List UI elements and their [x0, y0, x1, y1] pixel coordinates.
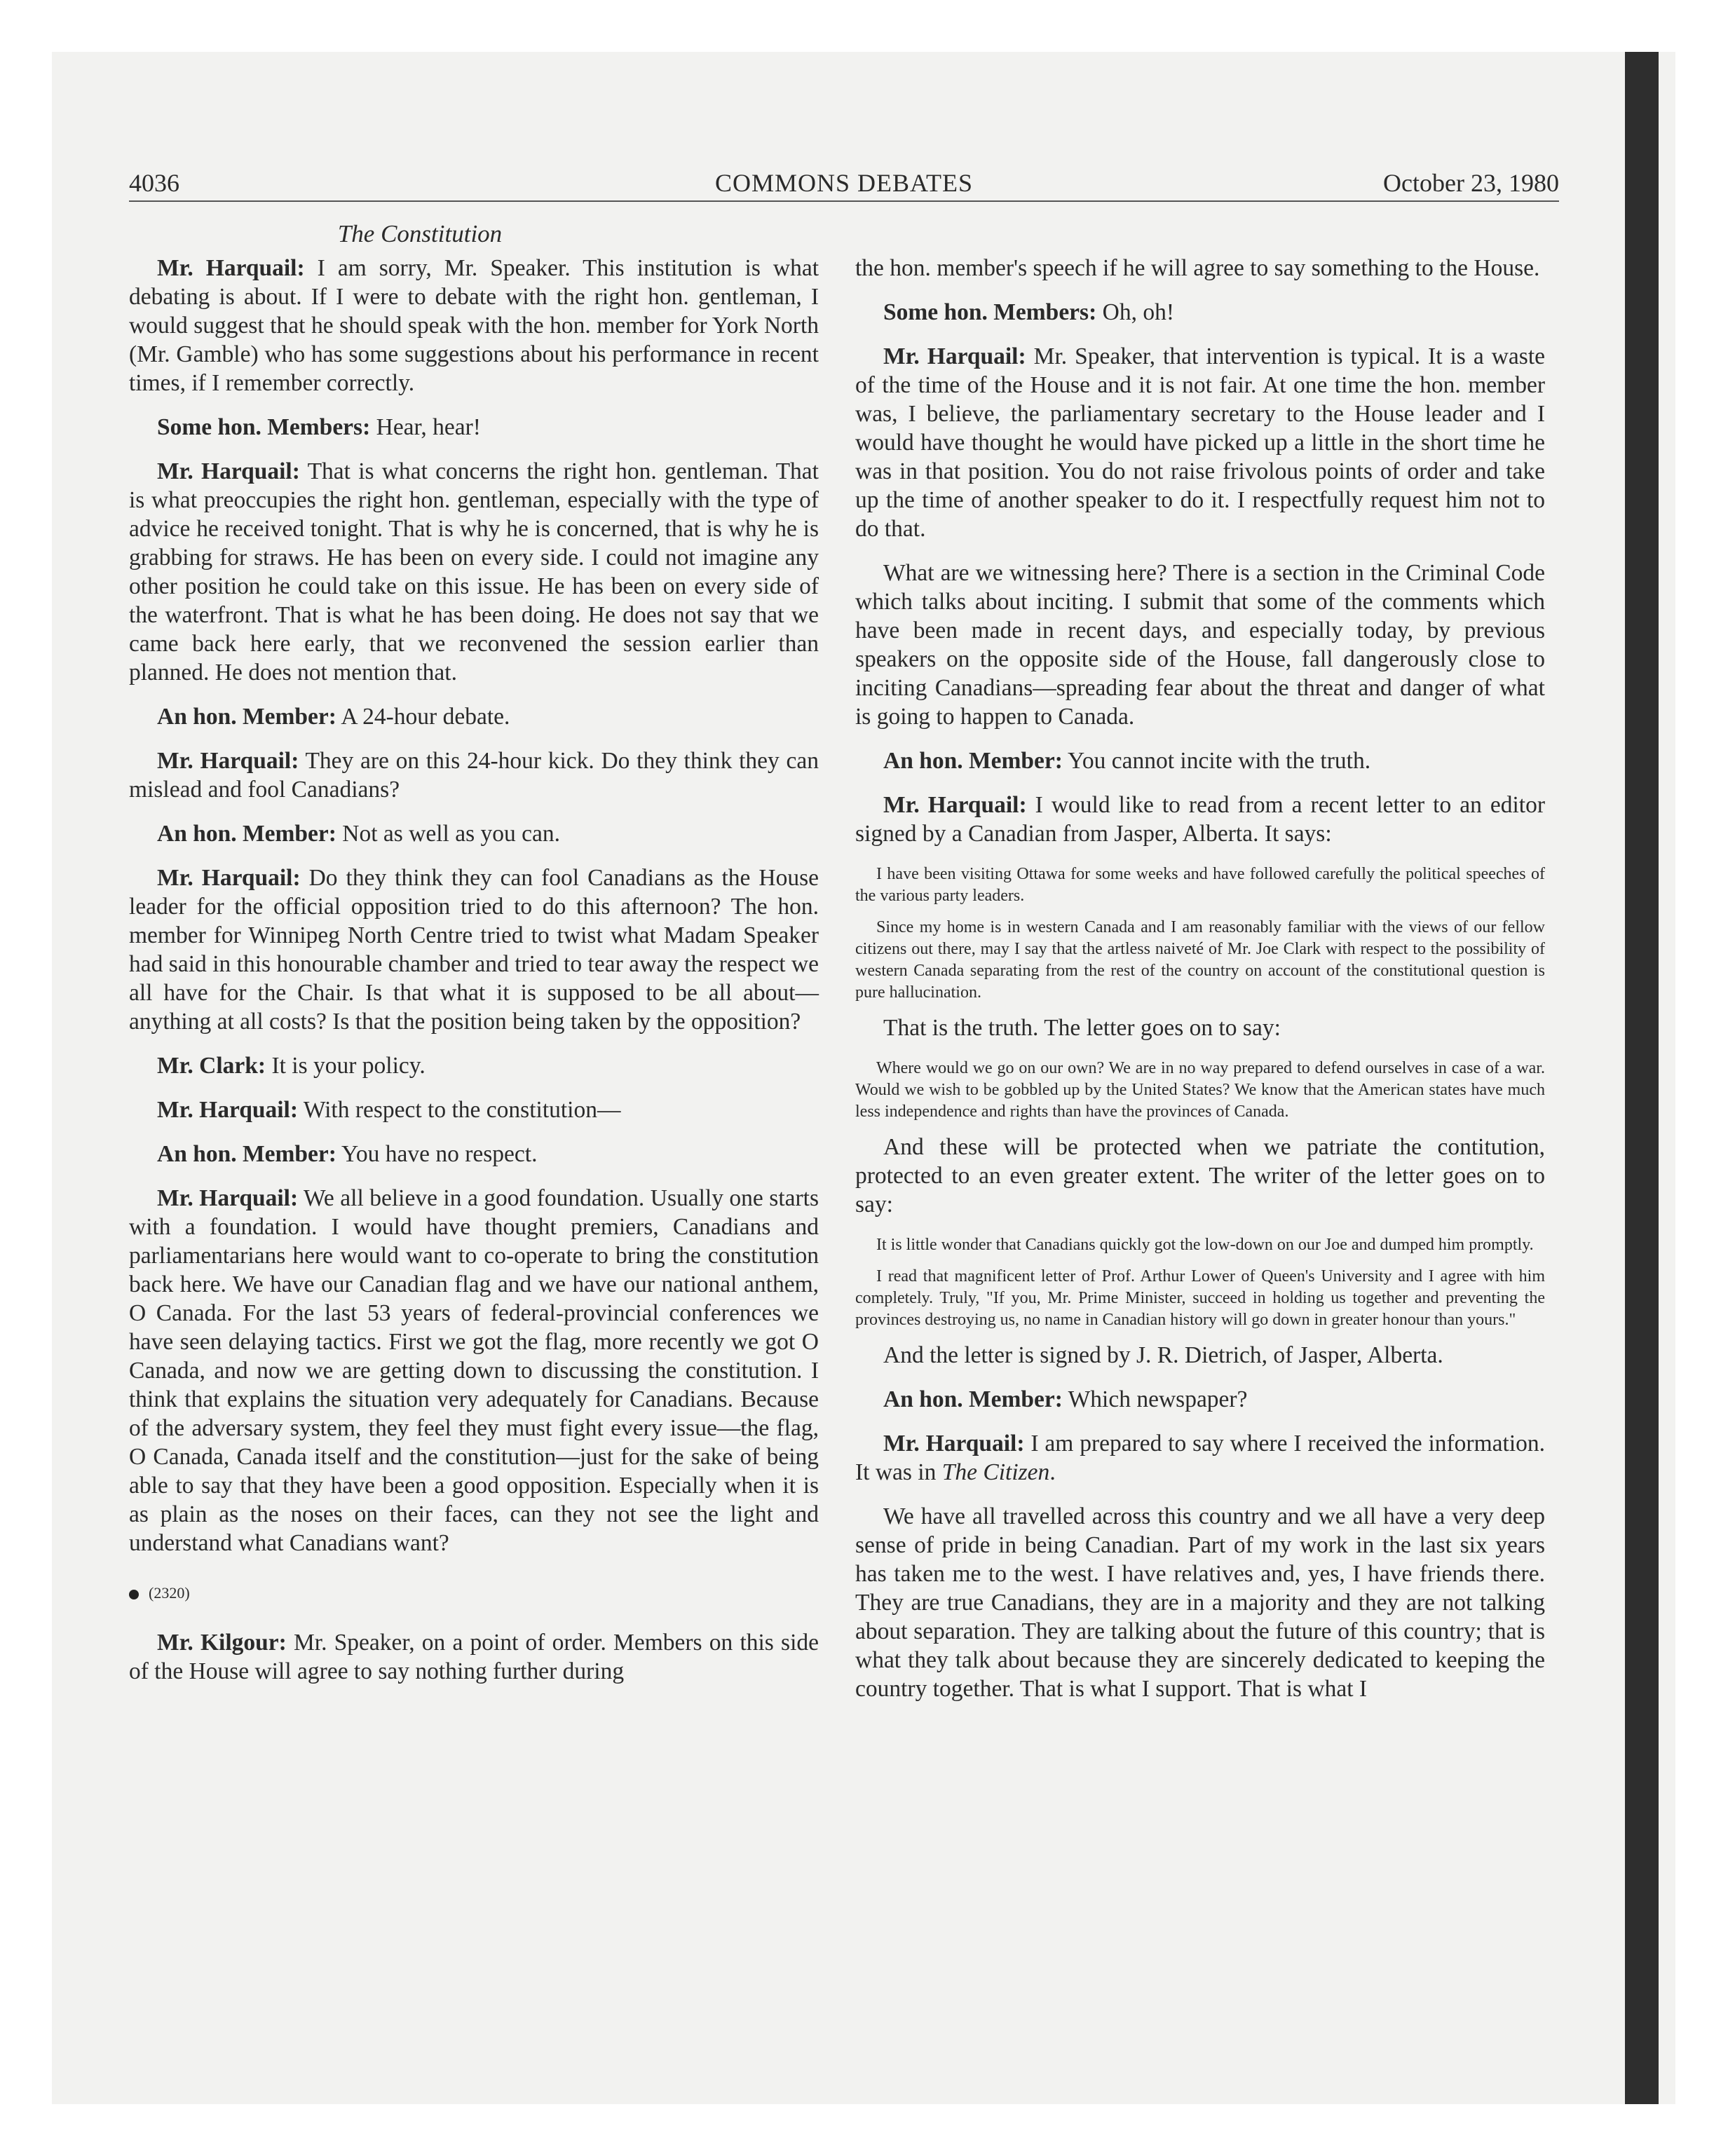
speech-text: Not as well as you can. — [342, 821, 560, 847]
letter-quote: It is little wonder that Canadians quickly got the low-down on our Joe and dumped him promptly. — [876, 1236, 1534, 1254]
speaker-name: Mr. Harquail: — [883, 343, 1026, 369]
speech-paragraph — [129, 1051, 819, 1080]
speech-text: With respect to the constitution— — [303, 1097, 621, 1123]
speech-text: Hear, hear! — [376, 414, 481, 440]
text-paragraph: What are we witnessing here? There is a section in the Criminal Code which talks about inciting. I submit that some of the comments which have been made in recent days, and especially today, by previous speakers on the opposite side of the House, fall dangerously close to inciting Canadians—spreading fear about the threat and danger of what is going to happen to Canada. — [855, 560, 1545, 730]
speaker-name: Mr. Harquail: — [157, 1097, 299, 1123]
speech-paragraph — [129, 746, 819, 804]
speech-text: Mr. Speaker, on a point of order. Members on this side of the House will agree to say nothing further during — [129, 1630, 819, 1684]
right-column-body — [855, 254, 1545, 1703]
time-marker-text: (2320) — [149, 1584, 190, 1602]
letter-quote: I have been visiting Ottawa for some weeks and have followed carefully the political speeches of the various party leaders. — [855, 865, 1545, 905]
speech-paragraph — [855, 298, 1545, 327]
speech-paragraph — [855, 746, 1545, 775]
speaker-name: An hon. Member: — [883, 748, 1063, 774]
speaker-name: Mr. Harquail: — [157, 865, 301, 891]
speaker-name: An hon. Member: — [157, 1141, 336, 1167]
speech-text: It is your policy. — [271, 1053, 426, 1079]
speaker-name: Mr. Harquail: — [157, 748, 299, 774]
letter-quote: Where would we go on our own? We are in no way prepared to defend ourselves in case of a war. Would we wish to be gobbled up by the United States? We know that the American states have much less independence and rights than have the provinces of Canada. — [855, 1059, 1545, 1121]
speech-text: I would like to read from a recent letter to an editor signed by a Canadian from Jasper, Alberta. It says: — [855, 792, 1546, 847]
speaker-name: Mr. Kilgour: — [157, 1630, 287, 1656]
speech-paragraph — [129, 1184, 819, 1557]
speaker-name: Mr. Harquail: — [157, 1185, 299, 1211]
speaker-name: Some hon. Members: — [883, 299, 1097, 325]
speech-paragraph — [129, 413, 819, 442]
bullet-dot — [129, 1590, 139, 1599]
speech-text: We all believe in a good foundation. Usually one starts with a foundation. I would have thought premiers, Canadians and parliamentarians here would want to co-operate to bring the constitution back here. We have our Canadian flag and we have our national anthem, O Canada. For the last 53 years of federal-provincial conferences we have seen delaying tactics. First we got the flag, more recently we got O Canada, and now we are getting down to discussing the constitution. I think that explains the situation very adequately for Canadians. Because of the adversary system, they feel they must fight every issue—the flag, O Canada, Canada itself and the constitution—just for the sake of being able to say that they have been a good opposition. Especially when it is as plain as the noses on their faces, can they not see the light and understand what Canadians want? — [129, 1185, 819, 1556]
sentence-end: . — [1049, 1459, 1056, 1485]
continued-paragraph: the hon. member's speech if he will agree to say something to the House. — [855, 255, 1540, 281]
speaker-name: Mr. Harquail: — [157, 458, 300, 484]
speech-text: I am sorry, Mr. Speaker. This institution is what debating is about. If I were to debate with the right hon. gentleman, I would suggest that he should speak with the hon. member for York North (Mr. Gamble) who has some suggestions about his performance in recent times, if I remember correctly. — [129, 255, 819, 396]
speech-text: Oh, oh! — [1102, 299, 1174, 325]
speech-paragraph — [129, 1628, 819, 1686]
speech-paragraph — [855, 791, 1545, 848]
header-date: October 23, 1980 — [1383, 169, 1559, 197]
letter-quote: Since my home is in western Canada and I am reasonably familiar with the views of our fellow citizens out there, may I say that the artless naiveté of Mr. Joe Clark with respect to the possibility of western Canada separating from the rest of the country on account of the constitutional question is pure hallucination. — [855, 918, 1545, 1002]
speech-text: That is what concerns the right hon. gentleman. That is what preoccupies the right hon. gentleman, especially with the type of advice he received tonight. That is why he is concerned, that is why he is grabbing for straws. He has been on every side. I could not imagine any other position he could take on this issue. He has been on every side of the waterfront. That is what he has been doing. He does not say that we came back here early, that we reconvened the session earlier than planned. He does not mention that. — [129, 458, 819, 685]
speech-text: They are on this 24-hour kick. Do they think they can mislead and fool Canadians? — [129, 748, 819, 803]
speaker-name: Mr. Clark: — [157, 1053, 266, 1079]
text-paragraph: And the letter is signed by J. R. Dietrich, of Jasper, Alberta. — [883, 1342, 1443, 1368]
page-number: 4036 — [129, 169, 179, 197]
speaker-name: An hon. Member: — [157, 821, 336, 847]
speech-paragraph — [129, 702, 819, 731]
journal-title: COMMONS DEBATES — [714, 169, 974, 197]
time-marker — [129, 1578, 819, 1607]
speech-paragraph — [129, 864, 819, 1036]
left-column-body — [129, 254, 819, 1686]
text-paragraph: We have all travelled across this country and we all have a very deep sense of pride in being Canadian. Part of my work in the last six years has taken me to the west. I have relatives and, yes, I have friends there. They are true Canadians, they are in a majority and they are not talking about separation. They are talking about the future of this country; that is what they talk about because they are sincerely dedicated to keeping the country together. That is what I support. That is what I — [855, 1503, 1545, 1702]
text-paragraph: That is the truth. The letter goes on to say: — [883, 1015, 1281, 1041]
speaker-name: Mr. Harquail: — [883, 792, 1027, 818]
speech-text: You have no respect. — [341, 1141, 538, 1167]
letter-quote: I read that magnificent letter of Prof. Arthur Lower of Queen's University and I agree with him completely. Truly, "If you, Mr. Prime Minister, succeed in holding us together and preventing the provinces destroying us, no name in Canadian history will go down in greater honour than yours." — [855, 1267, 1545, 1329]
speech-paragraph — [129, 254, 819, 397]
speaker-name: Mr. Harquail: — [883, 1431, 1025, 1456]
speech-paragraph — [129, 1096, 819, 1124]
speaker-name: Mr. Harquail: — [157, 255, 305, 281]
speech-paragraph — [129, 1140, 819, 1168]
speech-text: I am prepared to say where I received the information. It was in — [855, 1431, 1546, 1485]
section-title: The Constitution — [337, 220, 503, 247]
speech-text: You cannot incite with the truth. — [1068, 748, 1371, 774]
speech-paragraph — [855, 1429, 1545, 1487]
page-header — [129, 165, 1559, 202]
speech-text: Mr. Speaker, that intervention is typical. It is a waste of the time of the House and it is not fair. At one time the hon. member was, I believe, the parliamentary secretary to the House leader and I would have thought he would have picked up a little in the short time he was in that position. You do not raise frivolous points of order and take up the time of another speaker to do it. I respectfully request him not to do that. — [855, 343, 1545, 542]
speech-text: A 24-hour debate. — [341, 704, 510, 730]
speaker-name: An hon. Member: — [157, 704, 336, 730]
speech-paragraph — [129, 819, 819, 848]
text-paragraph: And these will be protected when we patriate the contitution, protected to an even greater extent. The writer of the letter goes on to say: — [855, 1134, 1545, 1217]
speech-text: Do they think they can fool Canadians as the House leader for the official opposition tried to do this afternoon? The hon. member for Winnipeg North Centre tried to twist what Madam Speaker had said in this honourable chamber and tried to tear away the respect we all have for the Chair. Is that what it is supposed to be all about—anything at all costs? Is that the position being taken by the opposition? — [129, 865, 819, 1035]
speaker-name: Some hon. Members: — [157, 414, 371, 440]
speech-paragraph — [855, 1385, 1545, 1414]
speaker-name: An hon. Member: — [883, 1386, 1063, 1412]
speech-paragraph — [129, 457, 819, 687]
speech-paragraph — [855, 342, 1545, 543]
scan-edge-bar — [1625, 52, 1659, 2104]
right-column — [855, 254, 1545, 1719]
left-column — [129, 219, 819, 1701]
speech-text: Which newspaper? — [1068, 1386, 1248, 1412]
newspaper-name: The Citizen — [941, 1459, 1050, 1485]
